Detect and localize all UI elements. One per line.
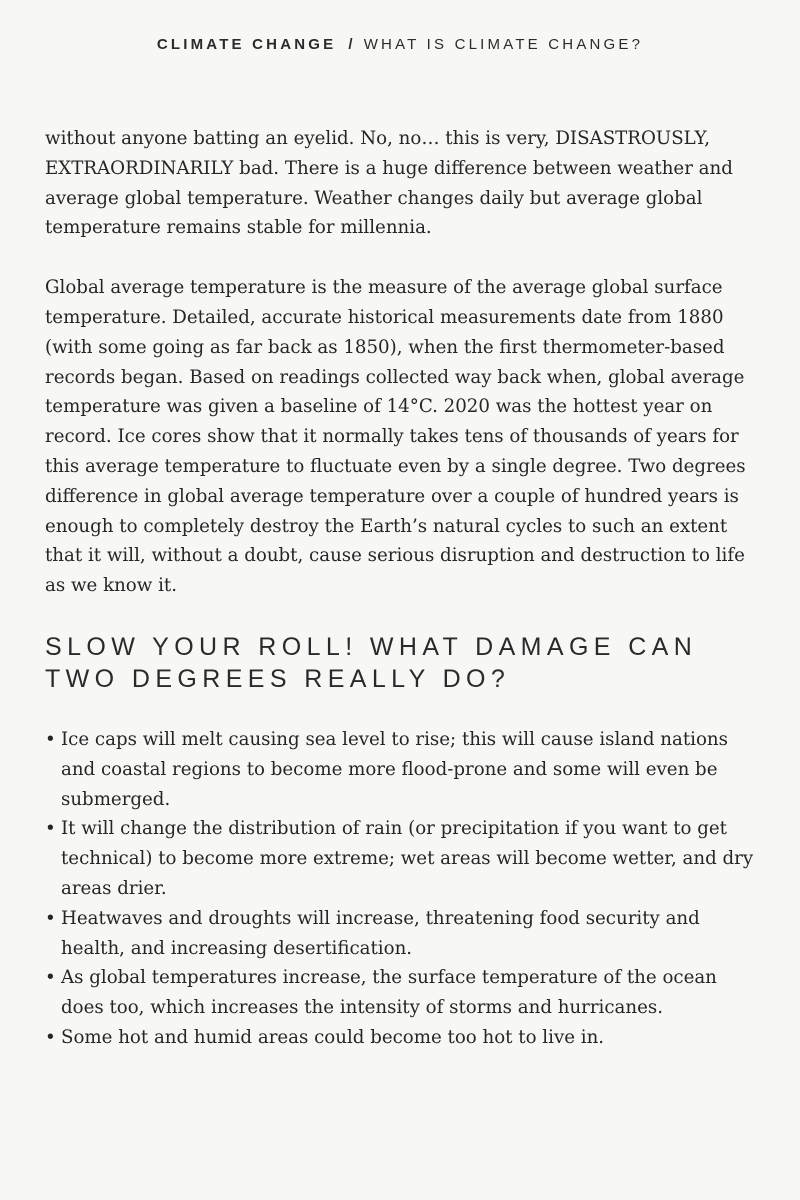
paragraph-1: without anyone batting an eyelid. No, no… this is very, DISASTROUSLY, EXTRAORDINARILY bad. There is a huge difference between weather and average global temperature. Weather changes daily but average global temperature remains stable for millennia. xyxy=(45,128,733,239)
paragraph-2: Global average temperature is the measure of the average global surface temperature. Detailed, accurate historical measurements date from 1880 (with some going as far back as 1850), when the first thermometer-based records began. Based on readings collected way back when, global average temperature was given a baseline of 14°C. 2020 was the hottest year on record. Ice cores show that it normally takes tens of thousands of years for this average temperature to fluctuate even by a single degree. Two degrees difference in global average temperature over a couple of hundred years is enough to completely destroy the Earth’s natural cycles to such an extent that it will, without a doubt, cause serious disruption and destruction to life as we know it. xyxy=(45,277,746,597)
bullet-list xyxy=(45,725,760,1053)
header-chapter: WHAT IS CLIMATE CHANGE? xyxy=(363,36,644,53)
list-item: • Ice caps will melt causing sea level to rise; this will cause island nations and coastal regions to become more flood-prone and some will even be submerged. xyxy=(45,725,760,814)
list-item: • Heatwaves and droughts will increase, threatening food security and health, and increasing desertification. xyxy=(45,904,760,964)
section-heading-line-1: SLOW YOUR ROLL! WHAT DAMAGE CAN xyxy=(45,632,698,661)
header-section: CLIMATE CHANGE xyxy=(156,36,337,53)
running-header xyxy=(0,36,800,53)
list-item: • As global temperatures increase, the surface temperature of the ocean does too, which increases the intensity of storms and hurricanes. xyxy=(45,963,760,1023)
page-body xyxy=(45,124,760,1053)
list-item: • Some hot and humid areas could become too hot to live in. xyxy=(45,1023,760,1053)
section-heading-line-2: TWO DEGREES REALLY DO? xyxy=(45,664,511,693)
header-separator: / xyxy=(348,36,356,53)
section-heading xyxy=(45,631,760,695)
list-item: • It will change the distribution of rain (or precipitation if you want to get technical) to become more extreme; wet areas will become wetter, and dry areas drier. xyxy=(45,814,760,903)
